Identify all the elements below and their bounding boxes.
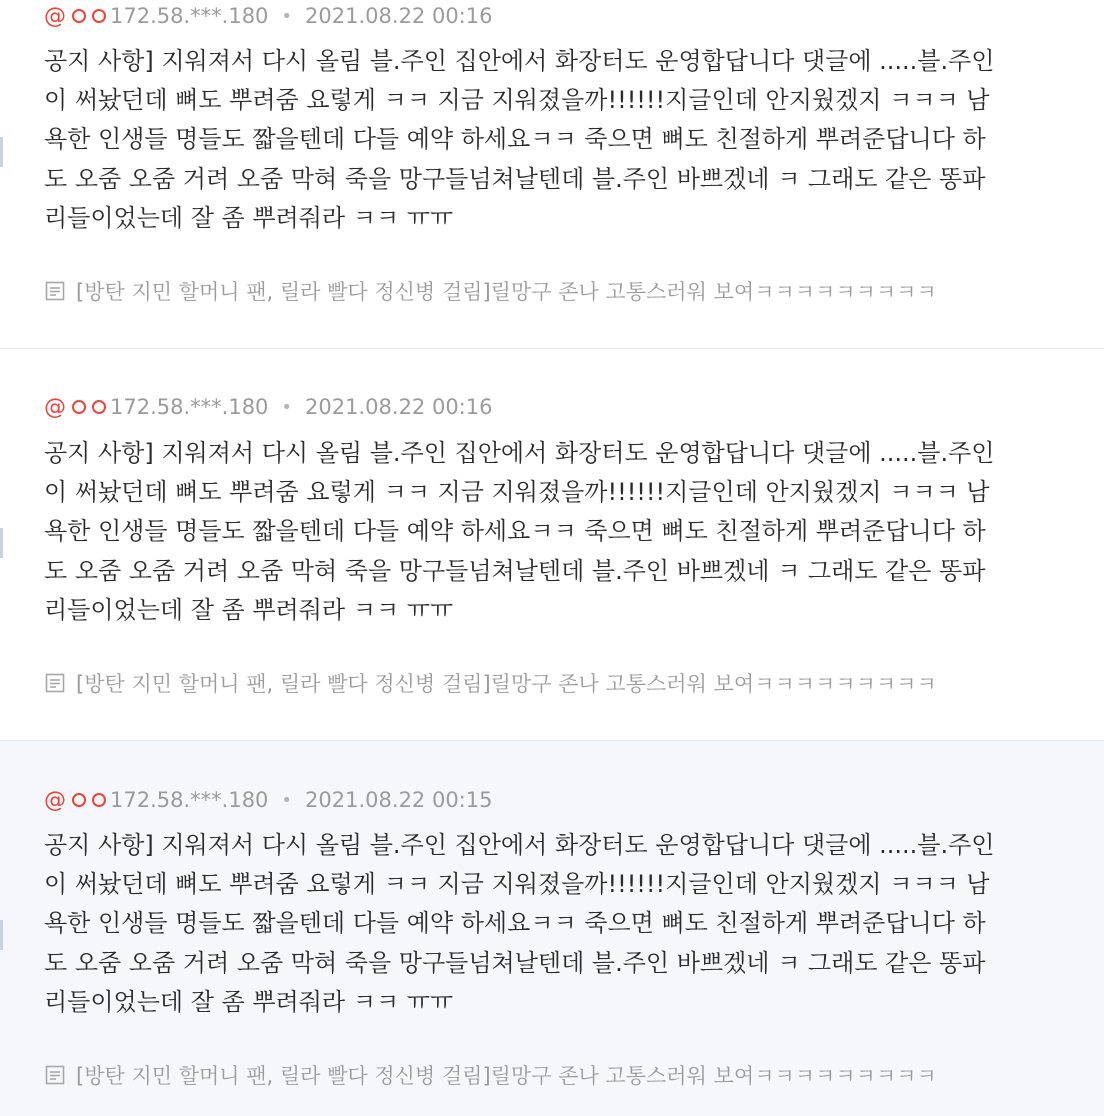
comment-source-link[interactable] — [44, 275, 937, 307]
comment-line: 공지 사항] 지워져서 다시 올림 블.주인 집안에서 화장터도 운영합답니다 댓글에 .....블.주인 — [44, 47, 995, 75]
circle-icon — [72, 9, 86, 23]
comment-ip: 172.58.***.180 — [110, 788, 269, 812]
comment-line: 리들이었는데 잘 좀 뿌려줘라 ㅋㅋ ㅠㅠ — [44, 987, 454, 1016]
comment-date: 2021.08.22 00:16 — [305, 4, 493, 28]
comment-ip: 172.58.***.180 — [110, 4, 269, 28]
side-marker — [0, 920, 3, 950]
comment-meta — [44, 393, 492, 421]
meta-separator: • — [281, 789, 293, 811]
meta-separator: • — [281, 5, 293, 27]
comment-item — [0, 0, 1104, 348]
author-at-sign: @ — [44, 787, 66, 813]
document-icon — [44, 280, 66, 302]
comment-line: 도 오줌 오줌 거려 오줌 막혀 죽을 망구들넘쳐날텐데 블.주인 바쁘겠네 ㅋ 그래도 같은 똥파 — [44, 164, 986, 193]
comment-item — [0, 349, 1104, 740]
comment-source-link[interactable] — [44, 1059, 937, 1091]
comment-author[interactable] — [44, 395, 268, 420]
source-title: [방탄 지민 할머니 팬, 릴라 빨다 정신병 걸림]릴망구 존나 고통스러워 보여ㅋㅋㅋㅋㅋㅋㅋㅋㅋ — [76, 672, 937, 696]
meta-separator: • — [281, 396, 293, 418]
circle-icon — [92, 793, 106, 807]
comment-date: 2021.08.22 00:16 — [305, 395, 493, 419]
comment-line: 공지 사항] 지워져서 다시 올림 블.주인 집안에서 화장터도 운영합답니다 댓글에 .....블.주인 — [44, 831, 995, 859]
document-icon — [44, 1064, 66, 1086]
comment-line: 이 써놨던데 뼈도 뿌려줌 요렇게 ㅋㅋ 지금 지워졌을까!!!!!!지글인데 안지웠겠지 ㅋㅋㅋ 남 — [44, 870, 990, 899]
comment-line: 공지 사항] 지워져서 다시 올림 블.주인 집안에서 화장터도 운영합답니다 댓글에 .....블.주인 — [44, 439, 995, 467]
source-title: [방탄 지민 할머니 팬, 릴라 빨다 정신병 걸림]릴망구 존나 고통스러워 보여ㅋㅋㅋㅋㅋㅋㅋㅋㅋ — [76, 1064, 937, 1088]
comment-line: 도 오줌 오줌 거려 오줌 막혀 죽을 망구들넘쳐날텐데 블.주인 바쁘겠네 ㅋ 그래도 같은 똥파 — [44, 948, 986, 977]
comment-line: 욕한 인생들 명들도 짧을텐데 다들 예약 하세요ㅋㅋ 죽으면 뼈도 친절하게 뿌려준답니다 하 — [44, 125, 986, 154]
comment-line: 욕한 인생들 명들도 짧을텐데 다들 예약 하세요ㅋㅋ 죽으면 뼈도 친절하게 뿌려준답니다 하 — [44, 909, 986, 938]
comment-line: 욕한 인생들 명들도 짧을텐데 다들 예약 하세요ㅋㅋ 죽으면 뼈도 친절하게 뿌려준답니다 하 — [44, 517, 986, 546]
circle-icon — [92, 9, 106, 23]
author-at-sign: @ — [44, 394, 66, 420]
side-marker — [0, 137, 3, 167]
circle-icon — [72, 400, 86, 414]
comment-line: 이 써놨던데 뼈도 뿌려줌 요렇게 ㅋㅋ 지금 지워졌을까!!!!!!지글인데 안지웠겠지 ㅋㅋㅋ 남 — [44, 478, 990, 507]
comment-meta — [44, 786, 492, 814]
comment-item-highlighted — [0, 741, 1104, 1116]
circle-icon — [72, 793, 86, 807]
comment-ip: 172.58.***.180 — [110, 395, 269, 419]
comment-body — [44, 434, 1054, 630]
comment-source-link[interactable] — [44, 667, 937, 699]
comment-line: 리들이었는데 잘 좀 뿌려줘라 ㅋㅋ ㅠㅠ — [44, 595, 454, 624]
circle-icon — [92, 400, 106, 414]
comment-line: 이 써놨던데 뼈도 뿌려줌 요렇게 ㅋㅋ 지금 지워졌을까!!!!!!지글인데 안지웠겠지 ㅋㅋㅋ 남 — [44, 86, 990, 115]
document-icon — [44, 672, 66, 694]
source-title: [방탄 지민 할머니 팬, 릴라 빨다 정신병 걸림]릴망구 존나 고통스러워 보여ㅋㅋㅋㅋㅋㅋㅋㅋㅋ — [76, 280, 937, 304]
author-at-sign: @ — [44, 3, 66, 29]
comment-line: 도 오줌 오줌 거려 오줌 막혀 죽을 망구들넘쳐날텐데 블.주인 바쁘겠네 ㅋ 그래도 같은 똥파 — [44, 556, 986, 585]
side-marker — [0, 528, 3, 558]
comment-date: 2021.08.22 00:15 — [305, 788, 493, 812]
comment-body — [44, 42, 1054, 238]
comment-author[interactable] — [44, 788, 268, 813]
comment-line: 리들이었는데 잘 좀 뿌려줘라 ㅋㅋ ㅠㅠ — [44, 203, 454, 232]
comment-meta — [44, 2, 492, 30]
comment-author[interactable] — [44, 4, 268, 29]
comment-body — [44, 826, 1054, 1022]
